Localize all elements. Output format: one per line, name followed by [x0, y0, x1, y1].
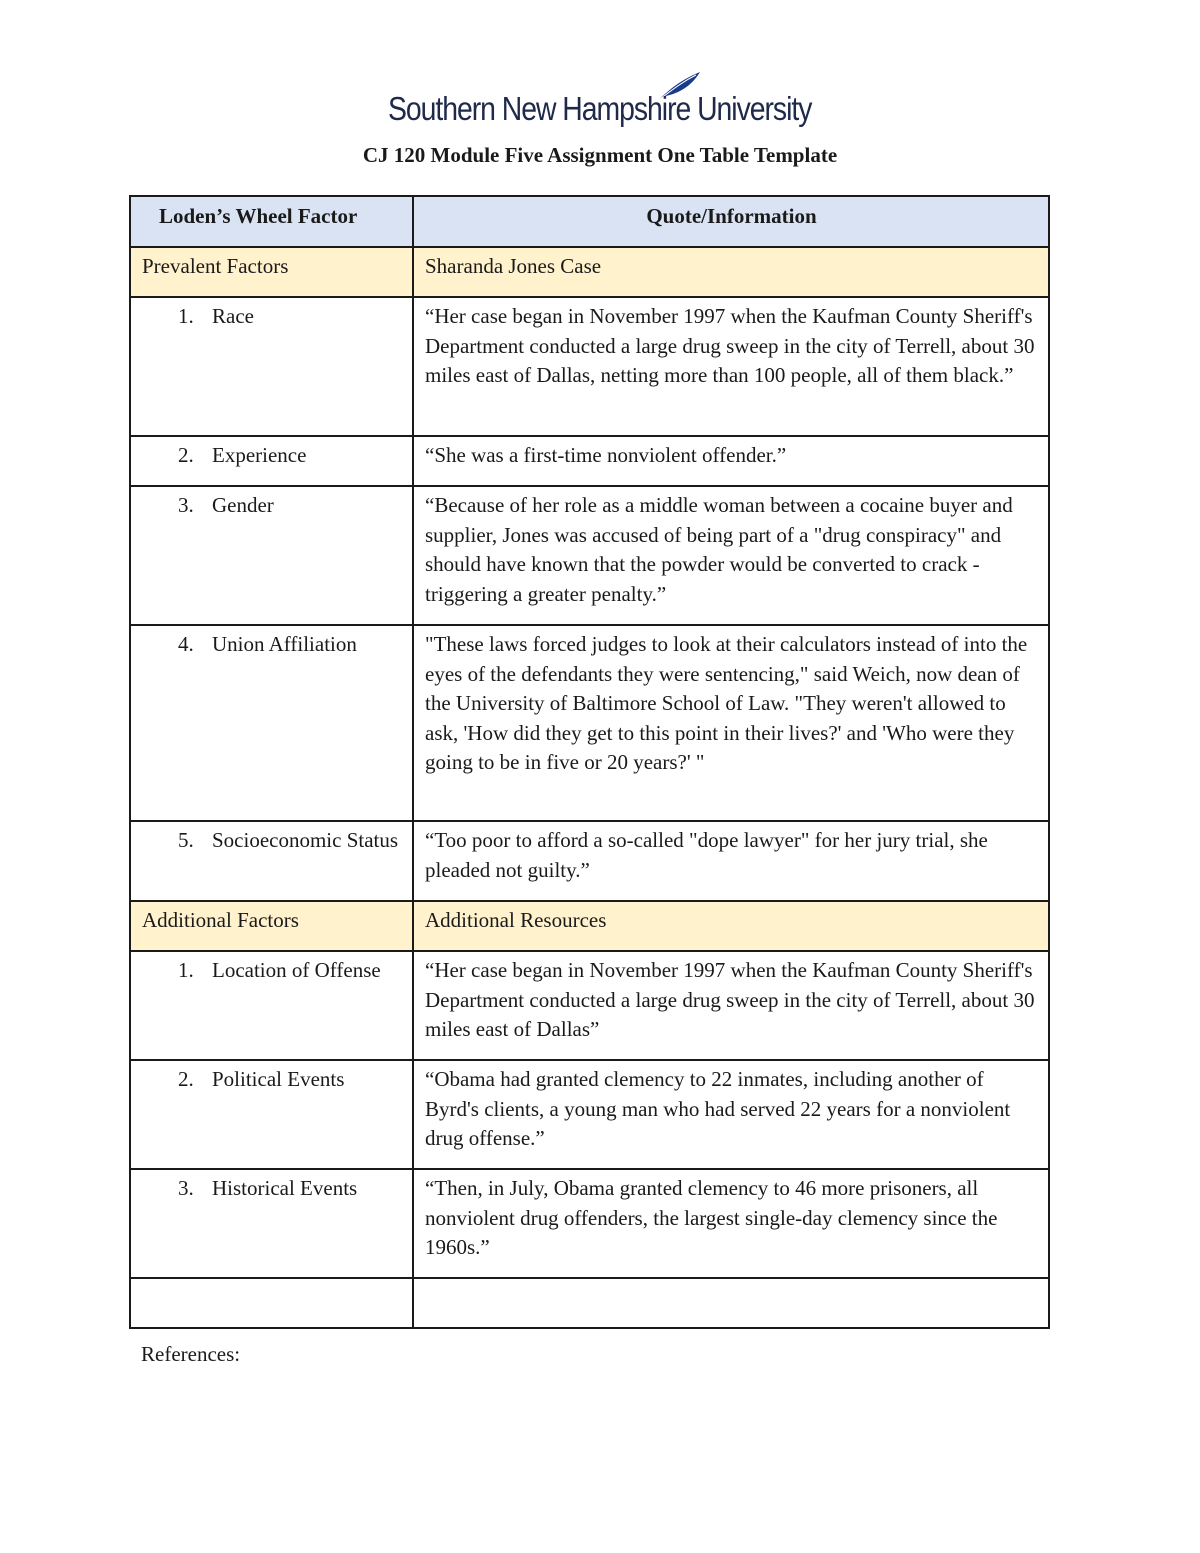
factor-label: Location of Offense	[212, 958, 381, 982]
factor-label: Union Affiliation	[212, 632, 357, 656]
factor-cell	[130, 625, 413, 821]
factor-number: 1.	[178, 958, 194, 982]
factor-label: Race	[212, 304, 254, 328]
factor-number: 3.	[178, 1176, 194, 1200]
section-label: Prevalent Factors	[130, 247, 413, 297]
table-header-row	[130, 196, 1049, 247]
section-label: Additional Factors	[130, 901, 413, 951]
factor-label: Political Events	[212, 1067, 345, 1091]
logo-wordmark: Southern New Hampshire University	[388, 90, 812, 127]
table-row	[130, 821, 1049, 901]
empty-cell	[413, 1278, 1049, 1328]
table-row	[130, 1169, 1049, 1278]
lodens-wheel-table	[129, 195, 1050, 1329]
factor-number: 2.	[178, 1067, 194, 1091]
factor-label: Socioeconomic Status	[212, 828, 399, 852]
empty-cell	[130, 1278, 413, 1328]
table-row	[130, 486, 1049, 625]
factor-cell	[130, 1169, 413, 1278]
section-case: Sharanda Jones Case	[413, 247, 1049, 297]
document-title: CJ 120 Module Five Assignment One Table Template	[362, 143, 838, 167]
factor-label: Experience	[212, 443, 307, 467]
table-row	[130, 1060, 1049, 1169]
quote-cell: “Too poor to afford a so-called "dope lawyer" for her jury trial, she pleaded not guilty.”	[413, 821, 1049, 901]
table-row	[130, 625, 1049, 821]
quote-cell: “Obama had granted clemency to 22 inmates, including another of Byrd's clients, a young man who had served 22 years for a nonviolent drug offense.”	[413, 1060, 1049, 1169]
factor-label: Historical Events	[212, 1176, 358, 1200]
factor-number: 2.	[178, 443, 194, 467]
factor-number: 1.	[178, 304, 194, 328]
column-header-factor: Loden’s Wheel Factor	[130, 196, 413, 247]
quote-cell: "These laws forced judges to look at their calculators instead of into the eyes of the defendants they were sentencing," said Weich, now dean of the University of Baltimore School of Law. "They weren't allowed to ask, 'How did they get to this point in their lives?' and 'Who were they going to be in five or 20 years?' "	[413, 625, 1049, 821]
university-logo	[388, 70, 818, 136]
factor-label: Gender	[212, 493, 274, 517]
quote-cell: “Her case began in November 1997 when the Kaufman County Sheriff's Department conducted a large drug sweep in the city of Terrell, about 30 miles east of Dallas”	[413, 951, 1049, 1060]
section-resources: Additional Resources	[413, 901, 1049, 951]
factor-cell	[130, 951, 413, 1060]
quote-cell: “She was a first-time nonviolent offender.”	[413, 436, 1049, 486]
table-row	[130, 951, 1049, 1060]
table-row	[130, 297, 1049, 436]
factor-number: 5.	[178, 828, 194, 852]
references-label: References:	[141, 1342, 241, 1366]
column-header-quote: Quote/Information	[413, 196, 1049, 247]
quote-cell: “Her case began in November 1997 when the Kaufman County Sheriff's Department conducted a large drug sweep in the city of Terrell, about 30 miles east of Dallas, netting more than 100 people, all of them black.”	[413, 297, 1049, 436]
quote-cell: “Because of her role as a middle woman between a cocaine buyer and supplier, Jones was accused of being part of a "drug conspiracy" and should have known that the powder would be converted to crack - triggering a greater penalty.”	[413, 486, 1049, 625]
factor-cell	[130, 1060, 413, 1169]
section-row-additional	[130, 901, 1049, 951]
table-row	[130, 436, 1049, 486]
quote-cell: “Then, in July, Obama granted clemency to 46 more prisoners, all nonviolent drug offenders, the largest single-day clemency since the 1960s.”	[413, 1169, 1049, 1278]
factor-cell	[130, 436, 413, 486]
factor-cell	[130, 821, 413, 901]
section-row-prevalent	[130, 247, 1049, 297]
empty-row	[130, 1278, 1049, 1328]
factor-cell	[130, 297, 413, 436]
factor-number: 4.	[178, 632, 194, 656]
factor-number: 3.	[178, 493, 194, 517]
factor-cell	[130, 486, 413, 625]
